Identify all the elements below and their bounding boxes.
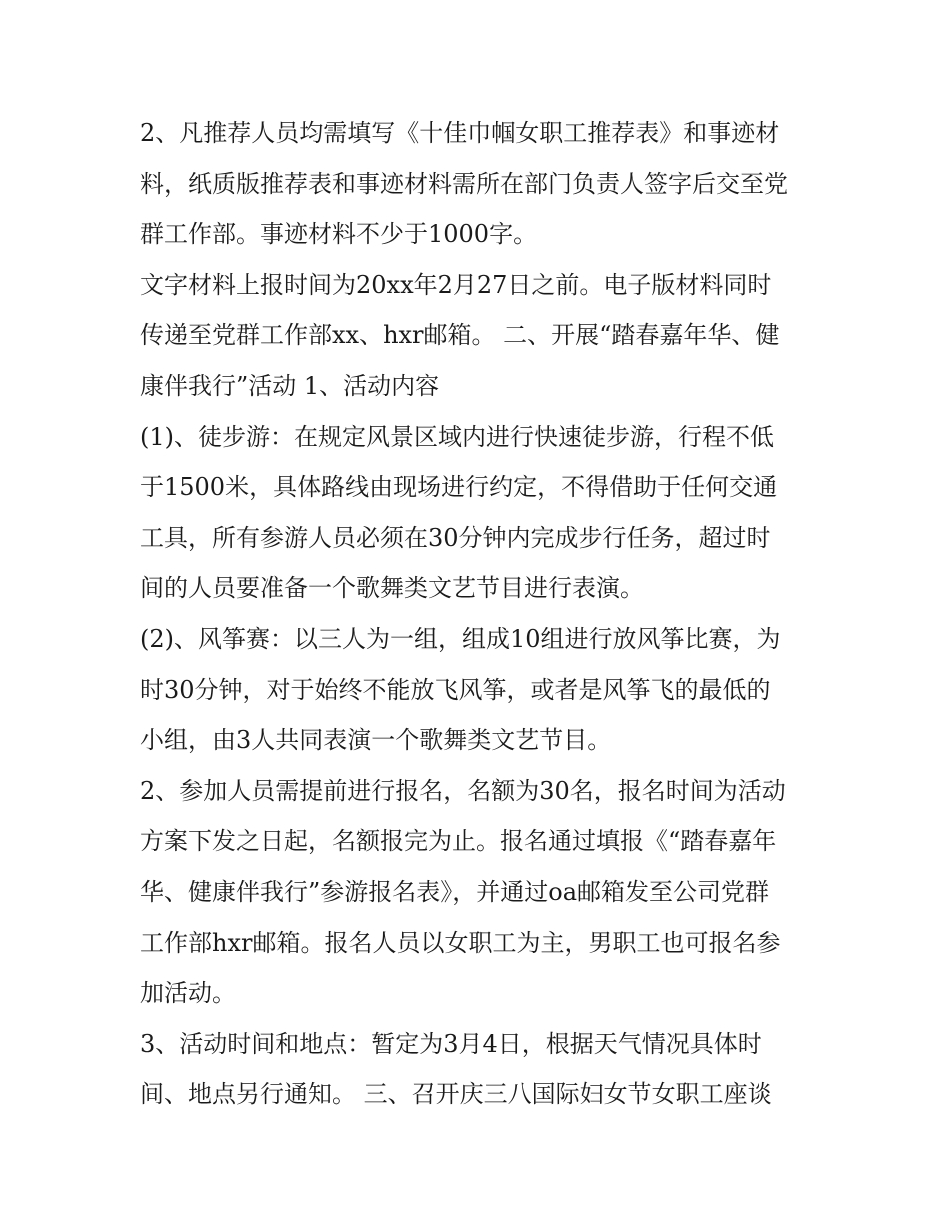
text-line: (1)、徒步游：在规定风景区域内进行快速徒步游，行程不低 — [140, 422, 774, 451]
text-line: 群工作部。事迹材料不少于1000字。 — [140, 220, 538, 249]
text-line: 2、参加人员需提前进行报名，名额为30名，报名时间为活动 — [140, 776, 786, 805]
text-line: 文字材料上报时间为20xx年2月27日之前。电子版材料同时 — [140, 270, 772, 299]
text-line: 料，纸质版推荐表和事迹材料需所在部门负责人签字后交至党 — [140, 169, 788, 198]
paragraph-submission-deadline — [140, 260, 820, 412]
text-line: 方案下发之日起，名额报完为止。报名通过填报《“踏春嘉年 — [140, 827, 777, 856]
paragraph-kite-contest — [140, 614, 820, 766]
text-line: 间、地点另行通知。 三、召开庆三八国际妇女节女职工座谈 — [140, 1080, 772, 1109]
text-line: 2、凡推荐人员均需填写《十佳巾帼女职工推荐表》和事迹材 — [140, 119, 780, 147]
text-line: 康伴我行”活动 1、活动内容 — [140, 371, 440, 400]
document-body — [140, 108, 820, 1120]
text-line: 间的人员要准备一个歌舞类文艺节目进行表演。 — [140, 574, 644, 603]
paragraph-recommend-form — [140, 108, 820, 260]
text-line: 工具，所有参游人员必须在30分钟内完成步行任务，超过时 — [140, 523, 771, 552]
text-line: 工作部hxr邮箱。报名人员以女职工为主，男职工也可报名参 — [140, 928, 781, 957]
text-line: 小组，由3人共同表演一个歌舞类文艺节目。 — [140, 726, 612, 755]
text-line: 3、活动时间和地点：暂定为3月4日，根据天气情况具体时 — [140, 1029, 762, 1058]
text-line: 传递至党群工作部xx、hxr邮箱。 二、开展“踏春嘉年华、健 — [140, 321, 780, 350]
paragraph-hiking — [140, 412, 820, 614]
paragraph-registration — [140, 766, 820, 1019]
paragraph-time-location — [140, 1019, 820, 1120]
text-line: 加活动。 — [140, 979, 236, 1008]
text-line: (2)、风筝赛：以三人为一组，组成10组进行放风筝比赛，为 — [140, 624, 781, 653]
text-line: 华、健康伴我行”参游报名表》，并通过oa邮箱发至公司党群 — [140, 877, 770, 906]
text-line: 于1500米，具体路线由现场进行约定，不得借助于任何交通 — [140, 473, 778, 502]
text-line: 时30分钟，对于始终不能放飞风筝，或者是风筝飞的最低的 — [140, 675, 771, 704]
